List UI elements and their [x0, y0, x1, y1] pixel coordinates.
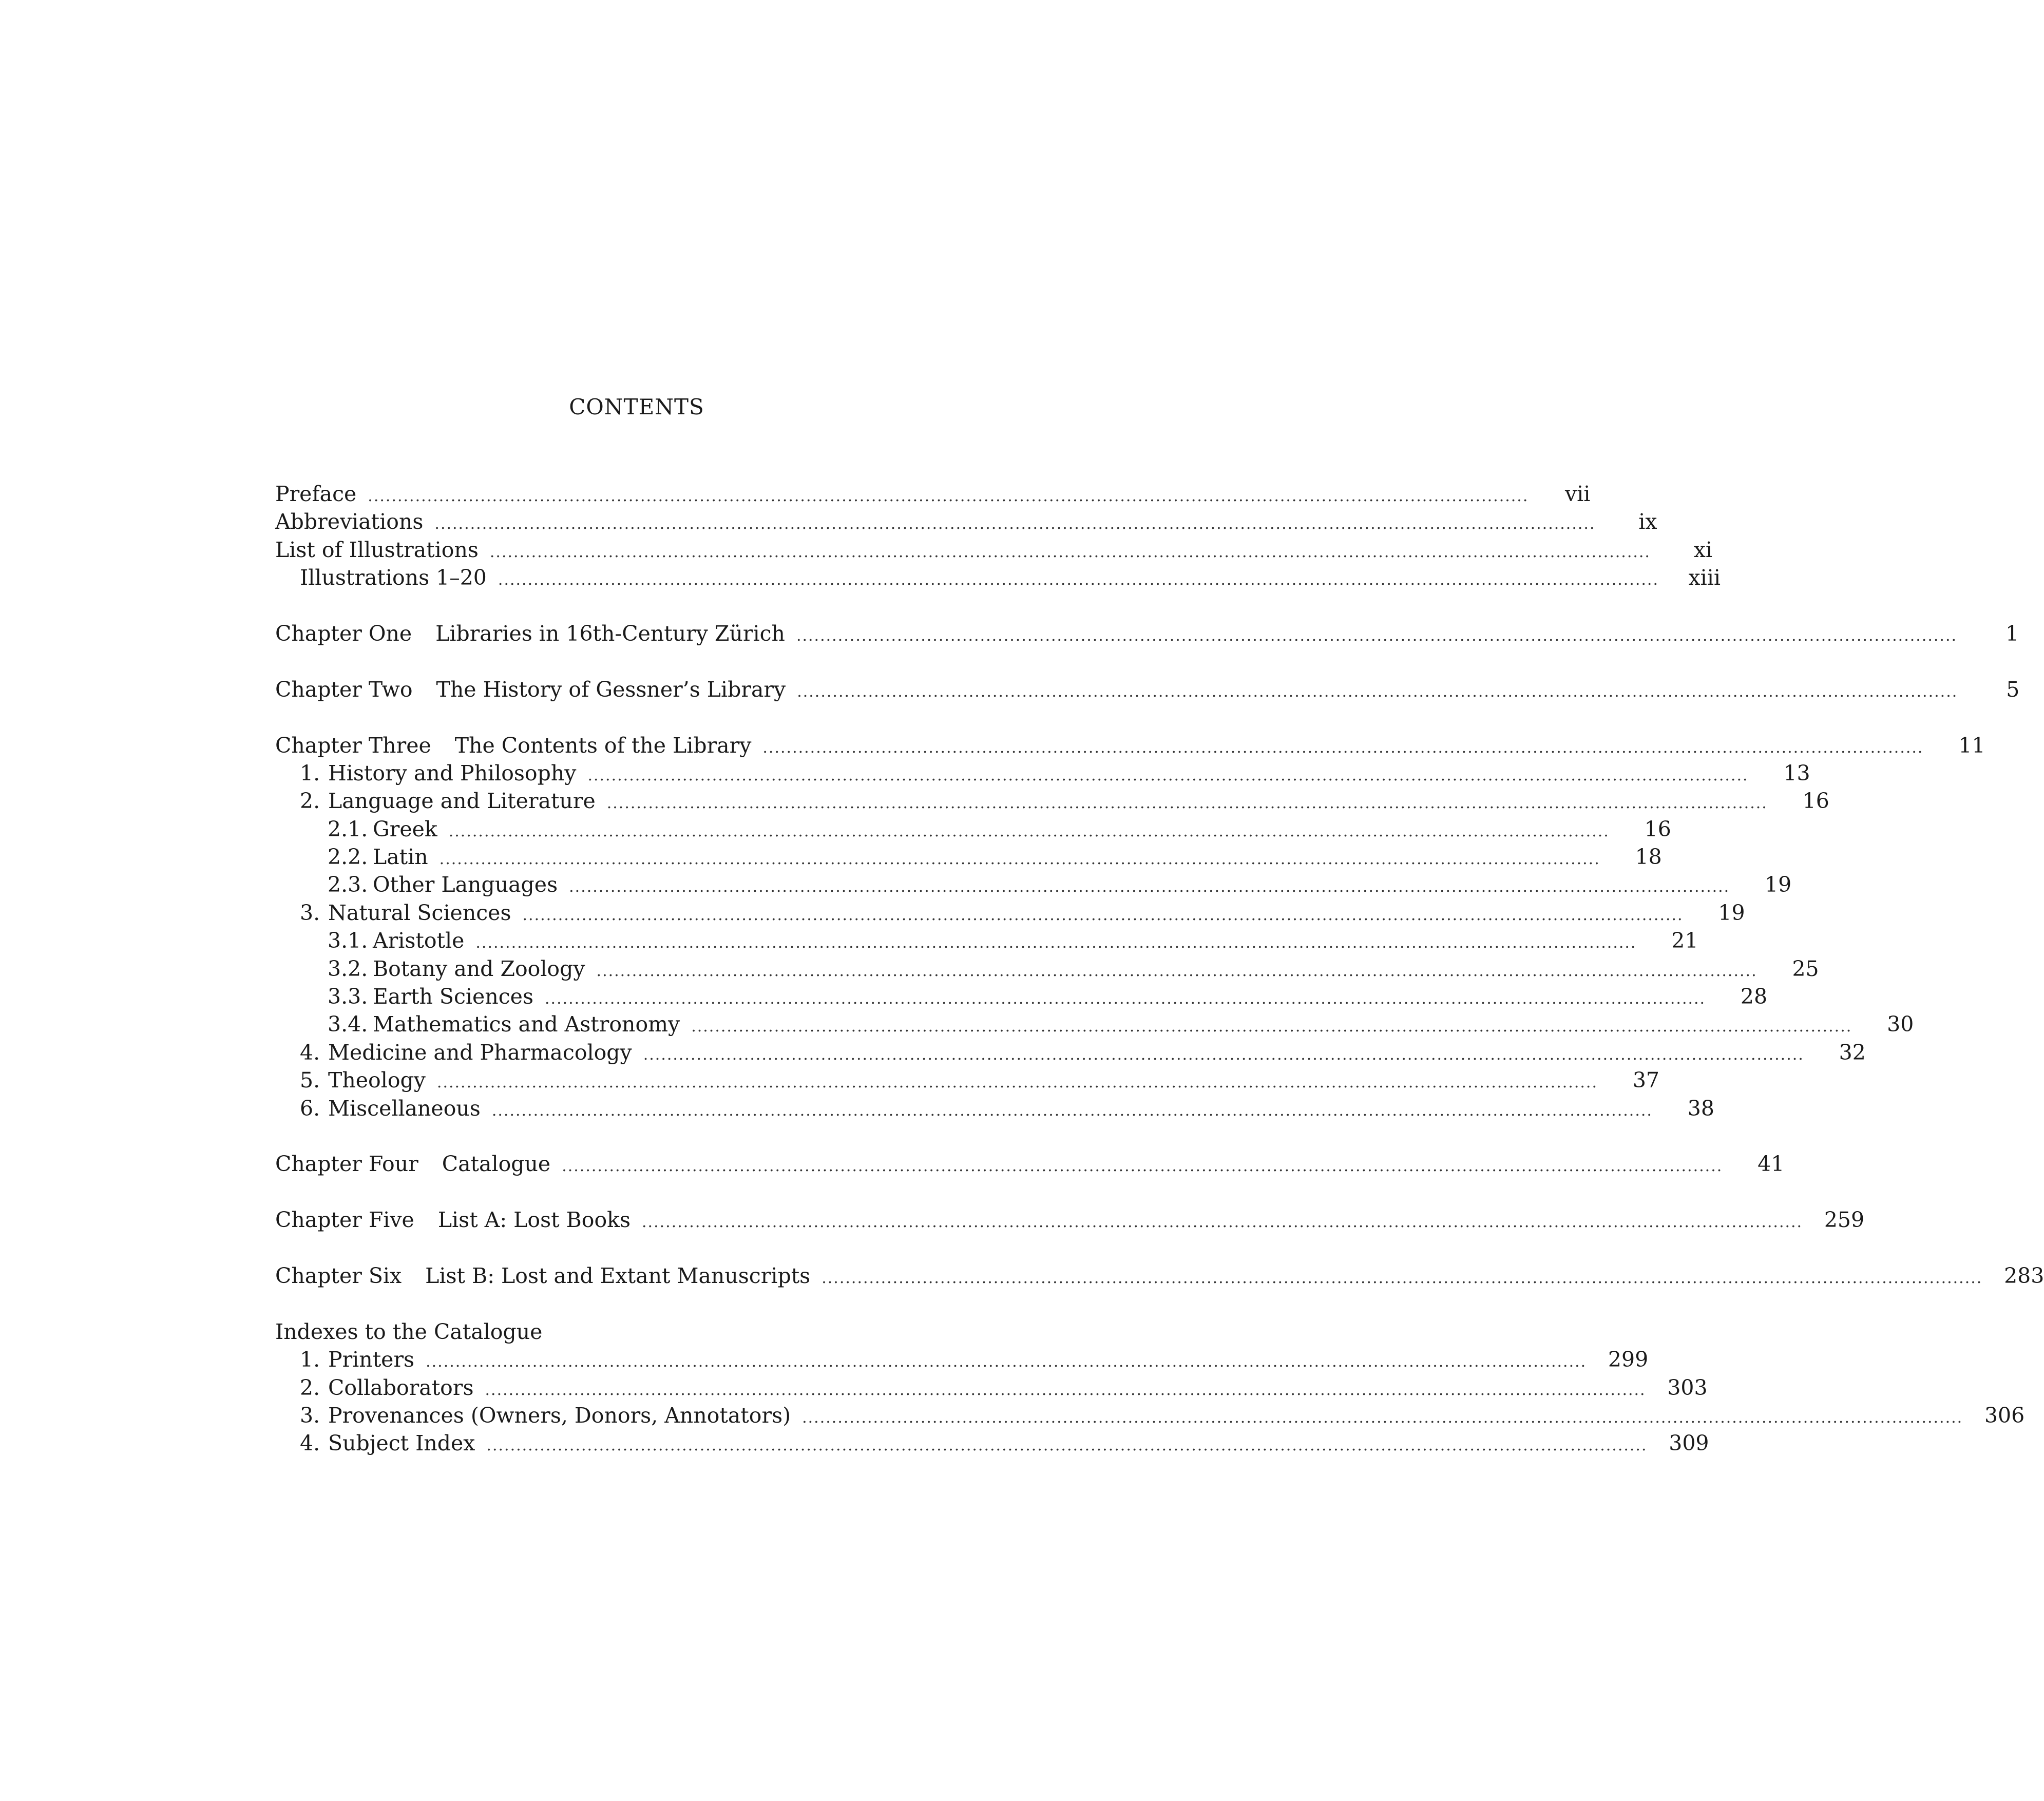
- toc-entry-abbreviations[interactable]: [275, 508, 1657, 535]
- section-number: 3.4.: [328, 1012, 368, 1037]
- page-number: 259: [1824, 1208, 1865, 1233]
- entry-label: Printers: [328, 1347, 415, 1372]
- dot-leader: ....................................................................................................................................................................................................: [439, 850, 1600, 869]
- page-number: 1: [2005, 621, 2019, 646]
- page-number: 19: [1718, 900, 1745, 925]
- toc-entry-provenances[interactable]: [275, 1402, 2025, 1429]
- dot-leader: ....................................................................................................................................................................................................: [569, 878, 1730, 896]
- entry-label: Libraries in 16th-Century Zürich: [435, 621, 785, 646]
- page-number: 30: [1887, 1012, 1914, 1037]
- dot-leader: ....................................................................................................................................................................................................: [562, 1157, 1723, 1176]
- page-title: CONTENTS: [569, 394, 704, 419]
- dot-leader: ....................................................................................................................................................................................................: [643, 1045, 1804, 1064]
- page-number: 37: [1632, 1068, 1659, 1093]
- page-number: 32: [1839, 1040, 1866, 1065]
- chapter-label: Chapter Three: [275, 733, 431, 758]
- dot-leader: ....................................................................................................................................................................................................: [498, 571, 1659, 589]
- toc-entry-earth-sciences[interactable]: [275, 983, 1768, 1010]
- dot-leader: ....................................................................................................................................................................................................: [642, 1213, 1803, 1232]
- toc-entry-preface[interactable]: [275, 480, 1591, 508]
- entry-label: History and Philosophy: [328, 760, 577, 785]
- section-number: 3.3.: [328, 984, 368, 1009]
- toc-entry-botany-zoology[interactable]: [275, 955, 1819, 983]
- entry-label: Catalogue: [442, 1152, 551, 1177]
- toc-entry-other-languages[interactable]: [275, 871, 1792, 898]
- page-number: 309: [1669, 1431, 1709, 1456]
- chapter-label: Chapter Four: [275, 1152, 418, 1177]
- page-number: 41: [1758, 1152, 1785, 1177]
- dot-leader: ....................................................................................................................................................................................................: [491, 1101, 1653, 1120]
- entry-label: Illustrations 1–20: [300, 565, 487, 590]
- section-number: 1.: [300, 760, 320, 785]
- section-number: 2.: [300, 1375, 320, 1400]
- section-number: 3.: [300, 900, 320, 925]
- toc-entry-latin[interactable]: [275, 843, 1662, 871]
- toc-entry-natural-sciences[interactable]: [275, 899, 1745, 927]
- dot-leader: ....................................................................................................................................................................................................: [426, 1353, 1587, 1371]
- page-number: 5: [2006, 677, 2020, 702]
- entry-label: Aristotle: [373, 928, 465, 953]
- entry-label: Latin: [373, 845, 428, 870]
- page-number: 19: [1765, 872, 1792, 897]
- entry-label: Natural Sciences: [328, 900, 511, 925]
- toc-entry-illustrations[interactable]: [275, 564, 1721, 591]
- entry-label: Earth Sciences: [373, 984, 533, 1009]
- entry-label: List A: Lost Books: [437, 1208, 631, 1233]
- page-number: xi: [1693, 537, 1712, 562]
- section-number: 2.1.: [328, 816, 368, 841]
- page-number: 306: [1984, 1403, 2025, 1428]
- toc-entry-printers[interactable]: [275, 1346, 1649, 1373]
- page-number: vii: [1565, 482, 1591, 506]
- dot-leader: ....................................................................................................................................................................................................: [606, 794, 1768, 813]
- entry-label: Provenances (Owners, Donors, Annotators): [328, 1403, 791, 1428]
- dot-leader: ....................................................................................................................................................................................................: [822, 1269, 1983, 1287]
- entry-label: Collaborators: [328, 1375, 474, 1400]
- toc-entry-collaborators[interactable]: [275, 1374, 1708, 1402]
- page-number: 303: [1667, 1375, 1708, 1400]
- toc-entry-chapter-two[interactable]: [275, 676, 2020, 703]
- entry-label: Abbreviations: [275, 509, 424, 534]
- dot-leader: ....................................................................................................................................................................................................: [489, 543, 1651, 561]
- entry-label: Indexes to the Catalogue: [275, 1319, 543, 1344]
- dot-leader: ....................................................................................................................................................................................................: [434, 515, 1596, 533]
- page-number: 13: [1783, 760, 1810, 785]
- dot-leader: ....................................................................................................................................................................................................: [436, 1074, 1598, 1092]
- toc-entry-theology[interactable]: [275, 1066, 1659, 1094]
- entry-label: List of Illustrations: [275, 537, 479, 562]
- chapter-label: Chapter One: [275, 621, 412, 646]
- entry-label: Theology: [328, 1068, 426, 1093]
- page-number: 11: [1958, 733, 1985, 758]
- toc-entry-history-philosophy[interactable]: [275, 759, 1810, 787]
- entry-label: Mathematics and Astronomy: [373, 1012, 680, 1037]
- chapter-label: Chapter Five: [275, 1208, 414, 1233]
- section-number: 5.: [300, 1068, 320, 1093]
- toc-entry-chapter-four[interactable]: [275, 1150, 1785, 1178]
- page-number: xiii: [1688, 565, 1721, 590]
- section-number: 3.: [300, 1403, 320, 1428]
- section-number: 4.: [300, 1040, 320, 1065]
- section-number: 1.: [300, 1347, 320, 1372]
- section-number: 2.: [300, 789, 320, 814]
- toc-entry-indexes-heading: [275, 1318, 949, 1346]
- page-number: 25: [1792, 956, 1819, 981]
- toc-entry-chapter-six[interactable]: [275, 1262, 2044, 1290]
- page-number: 299: [1608, 1347, 1649, 1372]
- toc-entry-language-literature[interactable]: [275, 787, 1829, 815]
- entry-label: Preface: [275, 482, 357, 506]
- toc-entry-subject-index[interactable]: [275, 1429, 1709, 1457]
- entry-label: Miscellaneous: [328, 1096, 481, 1121]
- dot-leader: ....................................................................................................................................................................................................: [797, 682, 1958, 701]
- toc-entry-chapter-five[interactable]: [275, 1206, 1865, 1234]
- toc-entry-chapter-one[interactable]: [275, 620, 2019, 647]
- section-number: 6.: [300, 1096, 320, 1121]
- chapter-label: Chapter Six: [275, 1263, 402, 1288]
- dot-leader: ....................................................................................................................................................................................................: [796, 626, 1958, 645]
- dot-leader: ....................................................................................................................................................................................................: [448, 822, 1610, 840]
- page-number: ix: [1638, 509, 1657, 534]
- toc-entry-greek[interactable]: [275, 815, 1671, 843]
- page-number: 21: [1671, 928, 1698, 953]
- toc-entry-medicine-pharmacology[interactable]: [275, 1039, 1866, 1066]
- dot-leader: ....................................................................................................................................................................................................: [522, 906, 1684, 924]
- table-of-contents: [275, 480, 2044, 1458]
- page-number: 16: [1644, 816, 1671, 841]
- toc-entry-miscellaneous[interactable]: [275, 1095, 1714, 1122]
- section-number: 4.: [300, 1431, 320, 1456]
- dot-leader: ....................................................................................................................................................................................................: [596, 962, 1758, 980]
- page-number: 16: [1802, 789, 1829, 814]
- page-number: 38: [1687, 1096, 1714, 1121]
- dot-leader: ....................................................................................................................................................................................................: [802, 1408, 1963, 1427]
- dot-leader: ....................................................................................................................................................................................................: [485, 1381, 1646, 1399]
- entry-label: The Contents of the Library: [454, 733, 752, 758]
- entry-label: List B: Lost and Extant Manuscripts: [425, 1263, 811, 1288]
- entry-label: Greek: [373, 816, 437, 841]
- page-number: 18: [1635, 845, 1662, 870]
- dot-leader: ....................................................................................................................................................................................................: [368, 487, 1529, 505]
- section-number: 2.3.: [328, 872, 368, 897]
- dot-leader: ....................................................................................................................................................................................................: [762, 738, 1924, 757]
- entry-label: The History of Gessner’s Library: [436, 677, 786, 702]
- toc-entry-aristotle[interactable]: [275, 927, 1698, 954]
- toc-entry-mathematics-astronomy[interactable]: [275, 1010, 1914, 1038]
- dot-leader: ....................................................................................................................................................................................................: [475, 934, 1637, 952]
- page-number: 28: [1740, 984, 1768, 1009]
- dot-leader: ....................................................................................................................................................................................................: [545, 990, 1706, 1008]
- toc-entry-chapter-three[interactable]: [275, 732, 1985, 759]
- entry-label: Language and Literature: [328, 789, 596, 814]
- toc-entry-list-of-illustrations[interactable]: [275, 536, 1712, 564]
- section-number: 3.2.: [328, 956, 368, 981]
- section-number: 2.2.: [328, 845, 368, 870]
- entry-label: Subject Index: [328, 1431, 475, 1456]
- chapter-label: Chapter Two: [275, 677, 413, 702]
- page-number: 283: [2004, 1263, 2044, 1288]
- dot-leader: ....................................................................................................................................................................................................: [691, 1018, 1852, 1036]
- entry-label: Botany and Zoology: [373, 956, 585, 981]
- entry-label: Other Languages: [373, 872, 558, 897]
- entry-label: Medicine and Pharmacology: [328, 1040, 632, 1065]
- dot-leader: ....................................................................................................................................................................................................: [486, 1436, 1648, 1455]
- section-number: 3.1.: [328, 928, 368, 953]
- dot-leader: ....................................................................................................................................................................................................: [587, 766, 1749, 784]
